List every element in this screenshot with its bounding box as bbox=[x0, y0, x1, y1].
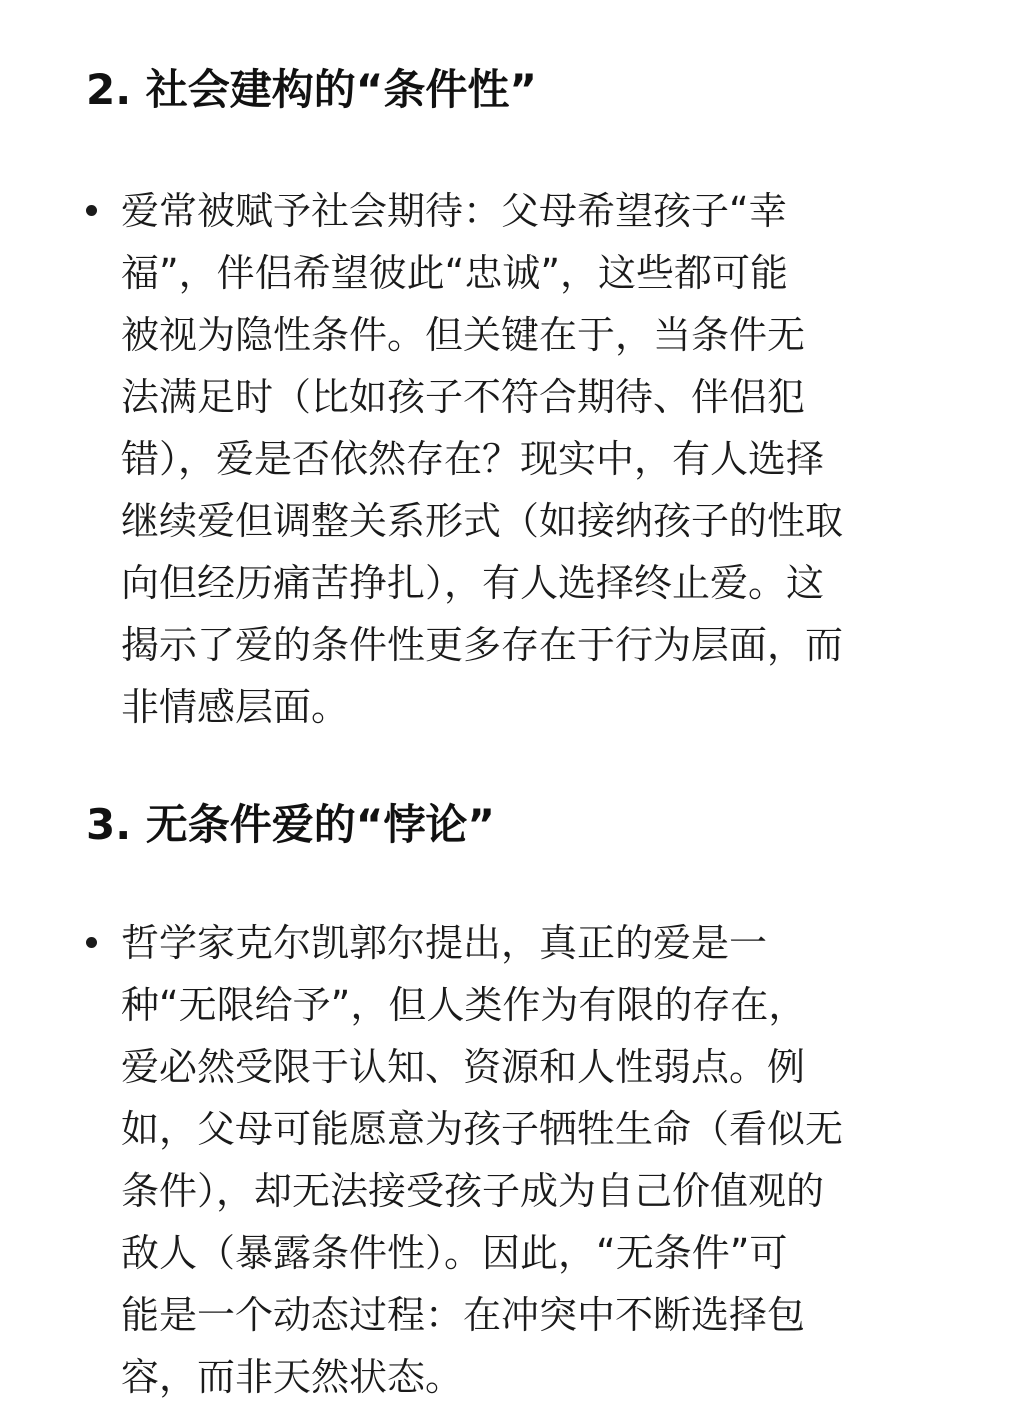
section-heading-social-construction: 2. 社会建构的“条件性” bbox=[86, 65, 538, 114]
bullet-paragraph bbox=[121, 912, 843, 1408]
text-line: 福”，伴侣希望彼此“忠诚”，这些都可能 bbox=[121, 251, 789, 295]
text-line: 容，而非天然状态。 bbox=[121, 1355, 464, 1399]
text-line: 向但经历痛苦挣扎），有人选择终止爱。这 bbox=[121, 561, 825, 605]
bullet-dot-icon bbox=[86, 937, 97, 948]
text-line: 揭示了爱的条件性更多存在于行为层面，而 bbox=[121, 623, 844, 667]
text-line: 非情感层面。 bbox=[121, 685, 350, 729]
text-line: 如，父母可能愿意为孩子牺牲生命（看似无 bbox=[121, 1107, 844, 1151]
bullet-dot-icon bbox=[86, 205, 97, 216]
text-line: 爱常被赋予社会期待：父母希望孩子“幸 bbox=[121, 189, 787, 233]
text-line: 被视为隐性条件。但关键在于，当条件无 bbox=[121, 313, 806, 357]
text-line: 能是一个动态过程：在冲突中不断选择包 bbox=[121, 1293, 806, 1337]
section-heading-unconditional-paradox: 3. 无条件爱的“悖论” bbox=[86, 800, 496, 849]
text-line: 哲学家克尔凯郭尔提出，真正的爱是一 bbox=[121, 921, 768, 965]
text-line: 错），爱是否依然存在？现实中，有人选择 bbox=[121, 437, 825, 481]
text-line: 法满足时（比如孩子不符合期待、伴侣犯 bbox=[121, 375, 806, 419]
text-line: 继续爱但调整关系形式（如接纳孩子的性取 bbox=[121, 499, 844, 543]
text-line: 种“无限给予”，但人类作为有限的存在， bbox=[121, 983, 807, 1027]
bullet-paragraph bbox=[121, 180, 843, 738]
text-line: 爱必然受限于认知、资源和人性弱点。例 bbox=[121, 1045, 806, 1089]
text-line: 敌人（暴露条件性）。因此，“无条件”可 bbox=[121, 1231, 788, 1275]
text-line: 条件），却无法接受孩子成为自己价值观的 bbox=[121, 1169, 825, 1213]
